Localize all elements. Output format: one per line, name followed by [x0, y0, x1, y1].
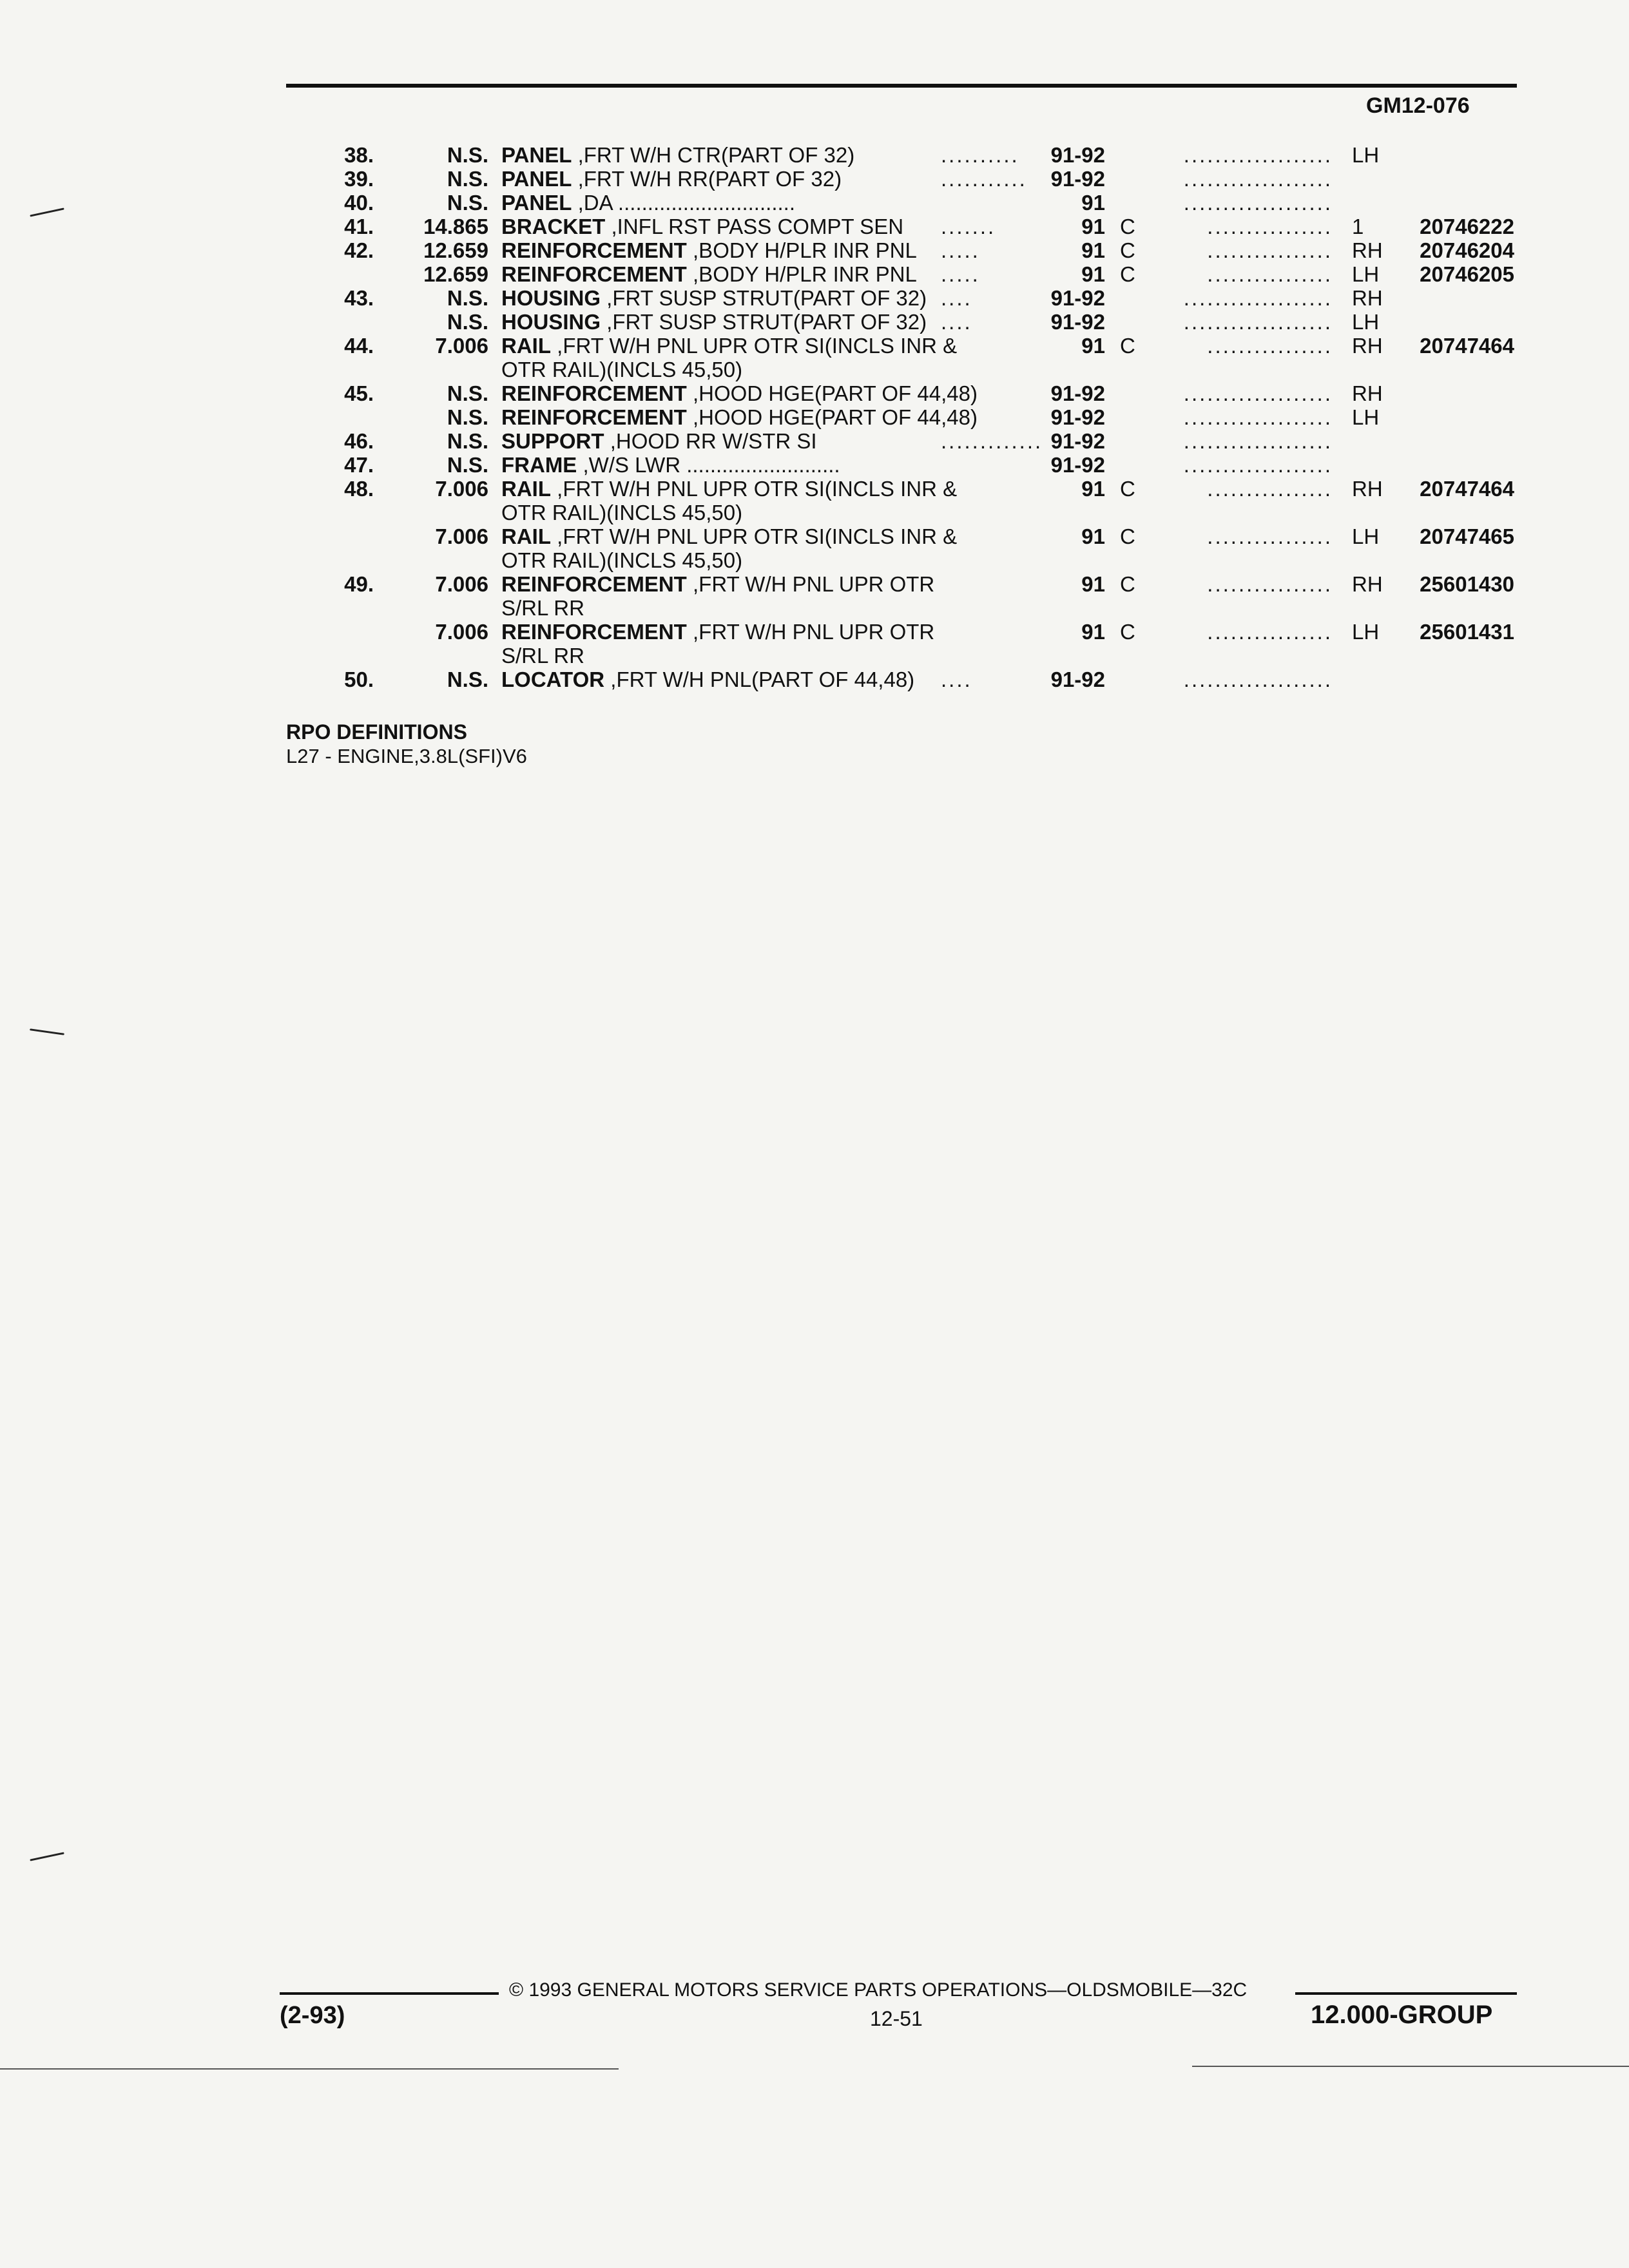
parts-row [0, 548, 1629, 572]
price-code: C [1120, 477, 1135, 501]
leader-dots: ..... [941, 262, 980, 286]
part-name: REINFORCEMENT [501, 572, 687, 596]
scan-bottom-line-right [1192, 2066, 1629, 2067]
model-year: 91-92 [1050, 286, 1105, 310]
item-number: 40. [344, 191, 374, 215]
item-number: 45. [344, 381, 374, 405]
revision-date: (2-93) [280, 2002, 345, 2029]
part-name: PANEL [501, 191, 572, 215]
unit-price: 7.006 [435, 572, 488, 596]
price-code: C [1120, 524, 1135, 548]
side-qty: RH [1352, 334, 1383, 358]
model-year: 91-92 [1050, 381, 1105, 405]
unit-price: N.S. [447, 167, 488, 191]
part-number: 20747464 [1420, 334, 1514, 358]
unit-price: N.S. [447, 405, 488, 429]
parts-list [0, 143, 1629, 691]
item-number: 47. [344, 453, 374, 477]
leader-dots: ................... [1183, 167, 1333, 191]
part-description [501, 620, 934, 644]
leader-dots: .... [941, 310, 972, 334]
parts-row [0, 453, 1629, 477]
leader-dots: ................... [1183, 310, 1333, 334]
leader-dots: ................ [1207, 620, 1333, 644]
part-detail: ,BODY H/PLR INR PNL [686, 238, 917, 262]
leader-dots: ................... [1183, 405, 1333, 429]
leader-dots: ................... [1183, 143, 1333, 167]
part-detail: ,DA .............................. [572, 191, 795, 215]
leader-dots: ................... [1183, 191, 1333, 215]
side-qty: LH [1352, 405, 1380, 429]
parts-row [0, 572, 1629, 596]
unit-price: 7.006 [435, 524, 488, 548]
leader-dots: .......... [941, 143, 1019, 167]
rpo-definition: L27 - ENGINE,3.8L(SFI)V6 [286, 745, 527, 767]
part-description [501, 572, 934, 596]
part-description [501, 334, 957, 358]
model-year: 91 [1081, 191, 1105, 215]
part-detail: ,FRT W/H PNL UPR OTR SI(INCLS INR & [551, 524, 958, 548]
leader-dots: .... [941, 668, 972, 691]
unit-price: N.S. [447, 381, 488, 405]
part-number: 25601430 [1420, 572, 1514, 596]
part-description [501, 167, 842, 191]
side-qty: LH [1352, 262, 1380, 286]
part-description [501, 477, 957, 501]
unit-price: N.S. [447, 429, 488, 453]
part-name: RAIL [501, 334, 551, 358]
part-description [501, 548, 742, 572]
model-year: 91 [1081, 262, 1105, 286]
side-qty: 1 [1352, 215, 1364, 238]
leader-dots: ................ [1207, 572, 1333, 596]
unit-price: N.S. [447, 668, 488, 691]
side-qty: LH [1352, 310, 1380, 334]
unit-price: 14.865 [423, 215, 488, 238]
parts-row [0, 644, 1629, 668]
unit-price: 12.659 [423, 262, 488, 286]
part-detail: ,FRT W/H PNL(PART OF 44,48) [604, 668, 915, 691]
parts-row [0, 143, 1629, 167]
model-year: 91-92 [1050, 143, 1105, 167]
part-number: 20746205 [1420, 262, 1514, 286]
leader-dots: ................ [1207, 477, 1333, 501]
leader-dots: ............. [941, 429, 1043, 453]
footer-rule-right [1295, 1992, 1517, 1995]
part-name: LOCATOR [501, 668, 605, 691]
leader-dots: ................... [1183, 453, 1333, 477]
model-year: 91 [1081, 215, 1105, 238]
part-description [501, 668, 914, 691]
model-year: 91-92 [1050, 167, 1105, 191]
part-description [501, 524, 957, 548]
part-detail: ,FRT SUSP STRUT(PART OF 32) [601, 310, 927, 334]
item-number: 38. [344, 143, 374, 167]
unit-price: N.S. [447, 286, 488, 310]
part-detail: ,HOOD HGE(PART OF 44,48) [686, 381, 978, 405]
unit-price: 12.659 [423, 238, 488, 262]
part-number: 20746222 [1420, 215, 1514, 238]
leader-dots: ................... [1183, 381, 1333, 405]
unit-price: N.S. [447, 143, 488, 167]
rpo-definitions-title: RPO DEFINITIONS [286, 720, 467, 744]
part-name: REINFORCEMENT [501, 262, 687, 286]
part-detail: ,FRT W/H PNL UPR OTR SI(INCLS INR & [551, 477, 958, 501]
part-description [501, 429, 817, 453]
item-number: 48. [344, 477, 374, 501]
part-detail: ,FRT W/H PNL UPR OTR SI(INCLS INR & [551, 334, 958, 358]
side-qty: LH [1352, 143, 1380, 167]
model-year: 91-92 [1050, 668, 1105, 691]
unit-price: N.S. [447, 453, 488, 477]
part-description [501, 644, 584, 668]
side-qty: RH [1352, 238, 1383, 262]
leader-dots: ........... [941, 167, 1027, 191]
parts-row [0, 334, 1629, 358]
model-year: 91-92 [1050, 405, 1105, 429]
item-number: 39. [344, 167, 374, 191]
part-description [501, 238, 917, 262]
catalog-code: GM12-076 [1366, 93, 1470, 118]
copyright-notice: © 1993 GENERAL MOTORS SERVICE PARTS OPERATIONS—OLDSMOBILE—32C [509, 1979, 1248, 2001]
part-name: SUPPORT [501, 429, 604, 453]
unit-price: 7.006 [435, 620, 488, 644]
parts-row [0, 429, 1629, 453]
price-code: C [1120, 262, 1135, 286]
unit-price: N.S. [447, 310, 488, 334]
header-rule [286, 84, 1517, 88]
parts-row [0, 286, 1629, 310]
leader-dots: ................... [1183, 668, 1333, 691]
side-qty: RH [1352, 381, 1383, 405]
part-name: BRACKET [501, 215, 606, 238]
part-number: 20747464 [1420, 477, 1514, 501]
model-year: 91 [1081, 620, 1105, 644]
part-detail: ,FRT W/H PNL UPR OTR [686, 572, 935, 596]
part-description [501, 596, 584, 620]
page-number: 12-51 [870, 2007, 923, 2030]
side-qty: LH [1352, 524, 1380, 548]
part-name: PANEL [501, 167, 572, 191]
part-description [501, 191, 795, 215]
parts-row [0, 524, 1629, 548]
part-name: RAIL [501, 524, 551, 548]
price-code: C [1120, 334, 1135, 358]
part-name: REINFORCEMENT [501, 620, 687, 644]
part-detail: OTR RAIL)(INCLS 45,50) [501, 548, 743, 572]
part-detail: ,INFL RST PASS COMPT SEN [605, 215, 904, 238]
parts-row [0, 381, 1629, 405]
part-name: RAIL [501, 477, 551, 501]
parts-row [0, 620, 1629, 644]
model-year: 91 [1081, 334, 1105, 358]
part-description [501, 143, 854, 167]
parts-row [0, 238, 1629, 262]
parts-row [0, 477, 1629, 501]
part-name: PANEL [501, 143, 572, 167]
parts-row [0, 215, 1629, 238]
leader-dots: ................ [1207, 215, 1333, 238]
group-number: 12.000-GROUP [1311, 2001, 1493, 2029]
model-year: 91-92 [1050, 310, 1105, 334]
part-name: REINFORCEMENT [501, 238, 687, 262]
part-detail: ,FRT W/H PNL UPR OTR [686, 620, 935, 644]
part-detail: ,W/S LWR .......................... [577, 453, 840, 477]
binder-hole-mark [30, 1852, 64, 1861]
part-description [501, 310, 927, 334]
part-name: FRAME [501, 453, 577, 477]
price-code: C [1120, 572, 1135, 596]
part-detail: ,FRT W/H RR(PART OF 32) [572, 167, 842, 191]
parts-row [0, 501, 1629, 524]
side-qty: RH [1352, 477, 1383, 501]
part-detail: S/RL RR [501, 596, 584, 620]
model-year: 91-92 [1050, 453, 1105, 477]
part-description [501, 262, 917, 286]
parts-row [0, 405, 1629, 429]
part-detail: OTR RAIL)(INCLS 45,50) [501, 501, 743, 524]
part-description [501, 501, 742, 524]
part-description [501, 286, 927, 310]
part-name: REINFORCEMENT [501, 405, 687, 429]
side-qty: LH [1352, 620, 1380, 644]
item-number: 49. [344, 572, 374, 596]
leader-dots: ................ [1207, 334, 1333, 358]
part-description [501, 215, 903, 238]
part-description [501, 405, 978, 429]
leader-dots: .... [941, 286, 972, 310]
leader-dots: ................ [1207, 238, 1333, 262]
part-detail: ,HOOD RR W/STR SI [604, 429, 817, 453]
side-qty: RH [1352, 572, 1383, 596]
part-number: 25601431 [1420, 620, 1514, 644]
unit-price: N.S. [447, 191, 488, 215]
model-year: 91 [1081, 572, 1105, 596]
part-description [501, 381, 978, 405]
part-detail: ,BODY H/PLR INR PNL [686, 262, 917, 286]
part-name: HOUSING [501, 286, 601, 310]
part-name: HOUSING [501, 310, 601, 334]
item-number: 50. [344, 668, 374, 691]
parts-row [0, 668, 1629, 691]
part-number: 20746204 [1420, 238, 1514, 262]
leader-dots: ................... [1183, 429, 1333, 453]
price-code: C [1120, 215, 1135, 238]
item-number: 41. [344, 215, 374, 238]
parts-row [0, 167, 1629, 191]
side-qty: RH [1352, 286, 1383, 310]
model-year: 91-92 [1050, 429, 1105, 453]
unit-price: 7.006 [435, 477, 488, 501]
parts-row [0, 596, 1629, 620]
model-year: 91 [1081, 524, 1105, 548]
price-code: C [1120, 620, 1135, 644]
part-name: REINFORCEMENT [501, 381, 687, 405]
parts-row [0, 358, 1629, 381]
part-detail: ,FRT W/H CTR(PART OF 32) [572, 143, 855, 167]
part-number: 20747465 [1420, 524, 1514, 548]
leader-dots: ................ [1207, 262, 1333, 286]
item-number: 43. [344, 286, 374, 310]
leader-dots: ................... [1183, 286, 1333, 310]
part-description [501, 453, 840, 477]
leader-dots: ..... [941, 238, 980, 262]
unit-price: 7.006 [435, 334, 488, 358]
part-detail: OTR RAIL)(INCLS 45,50) [501, 358, 743, 381]
model-year: 91 [1081, 238, 1105, 262]
parts-row [0, 262, 1629, 286]
part-detail: ,FRT SUSP STRUT(PART OF 32) [601, 286, 927, 310]
item-number: 44. [344, 334, 374, 358]
item-number: 42. [344, 238, 374, 262]
leader-dots: ................ [1207, 524, 1333, 548]
binder-hole-mark [30, 1028, 64, 1035]
item-number: 46. [344, 429, 374, 453]
scan-bottom-line-left [0, 2068, 619, 2070]
part-description [501, 358, 742, 381]
part-detail: S/RL RR [501, 644, 584, 668]
model-year: 91 [1081, 477, 1105, 501]
parts-row [0, 310, 1629, 334]
leader-dots: ....... [941, 215, 996, 238]
part-detail: ,HOOD HGE(PART OF 44,48) [686, 405, 978, 429]
footer-rule-left [280, 1992, 499, 1995]
price-code: C [1120, 238, 1135, 262]
parts-row [0, 191, 1629, 215]
